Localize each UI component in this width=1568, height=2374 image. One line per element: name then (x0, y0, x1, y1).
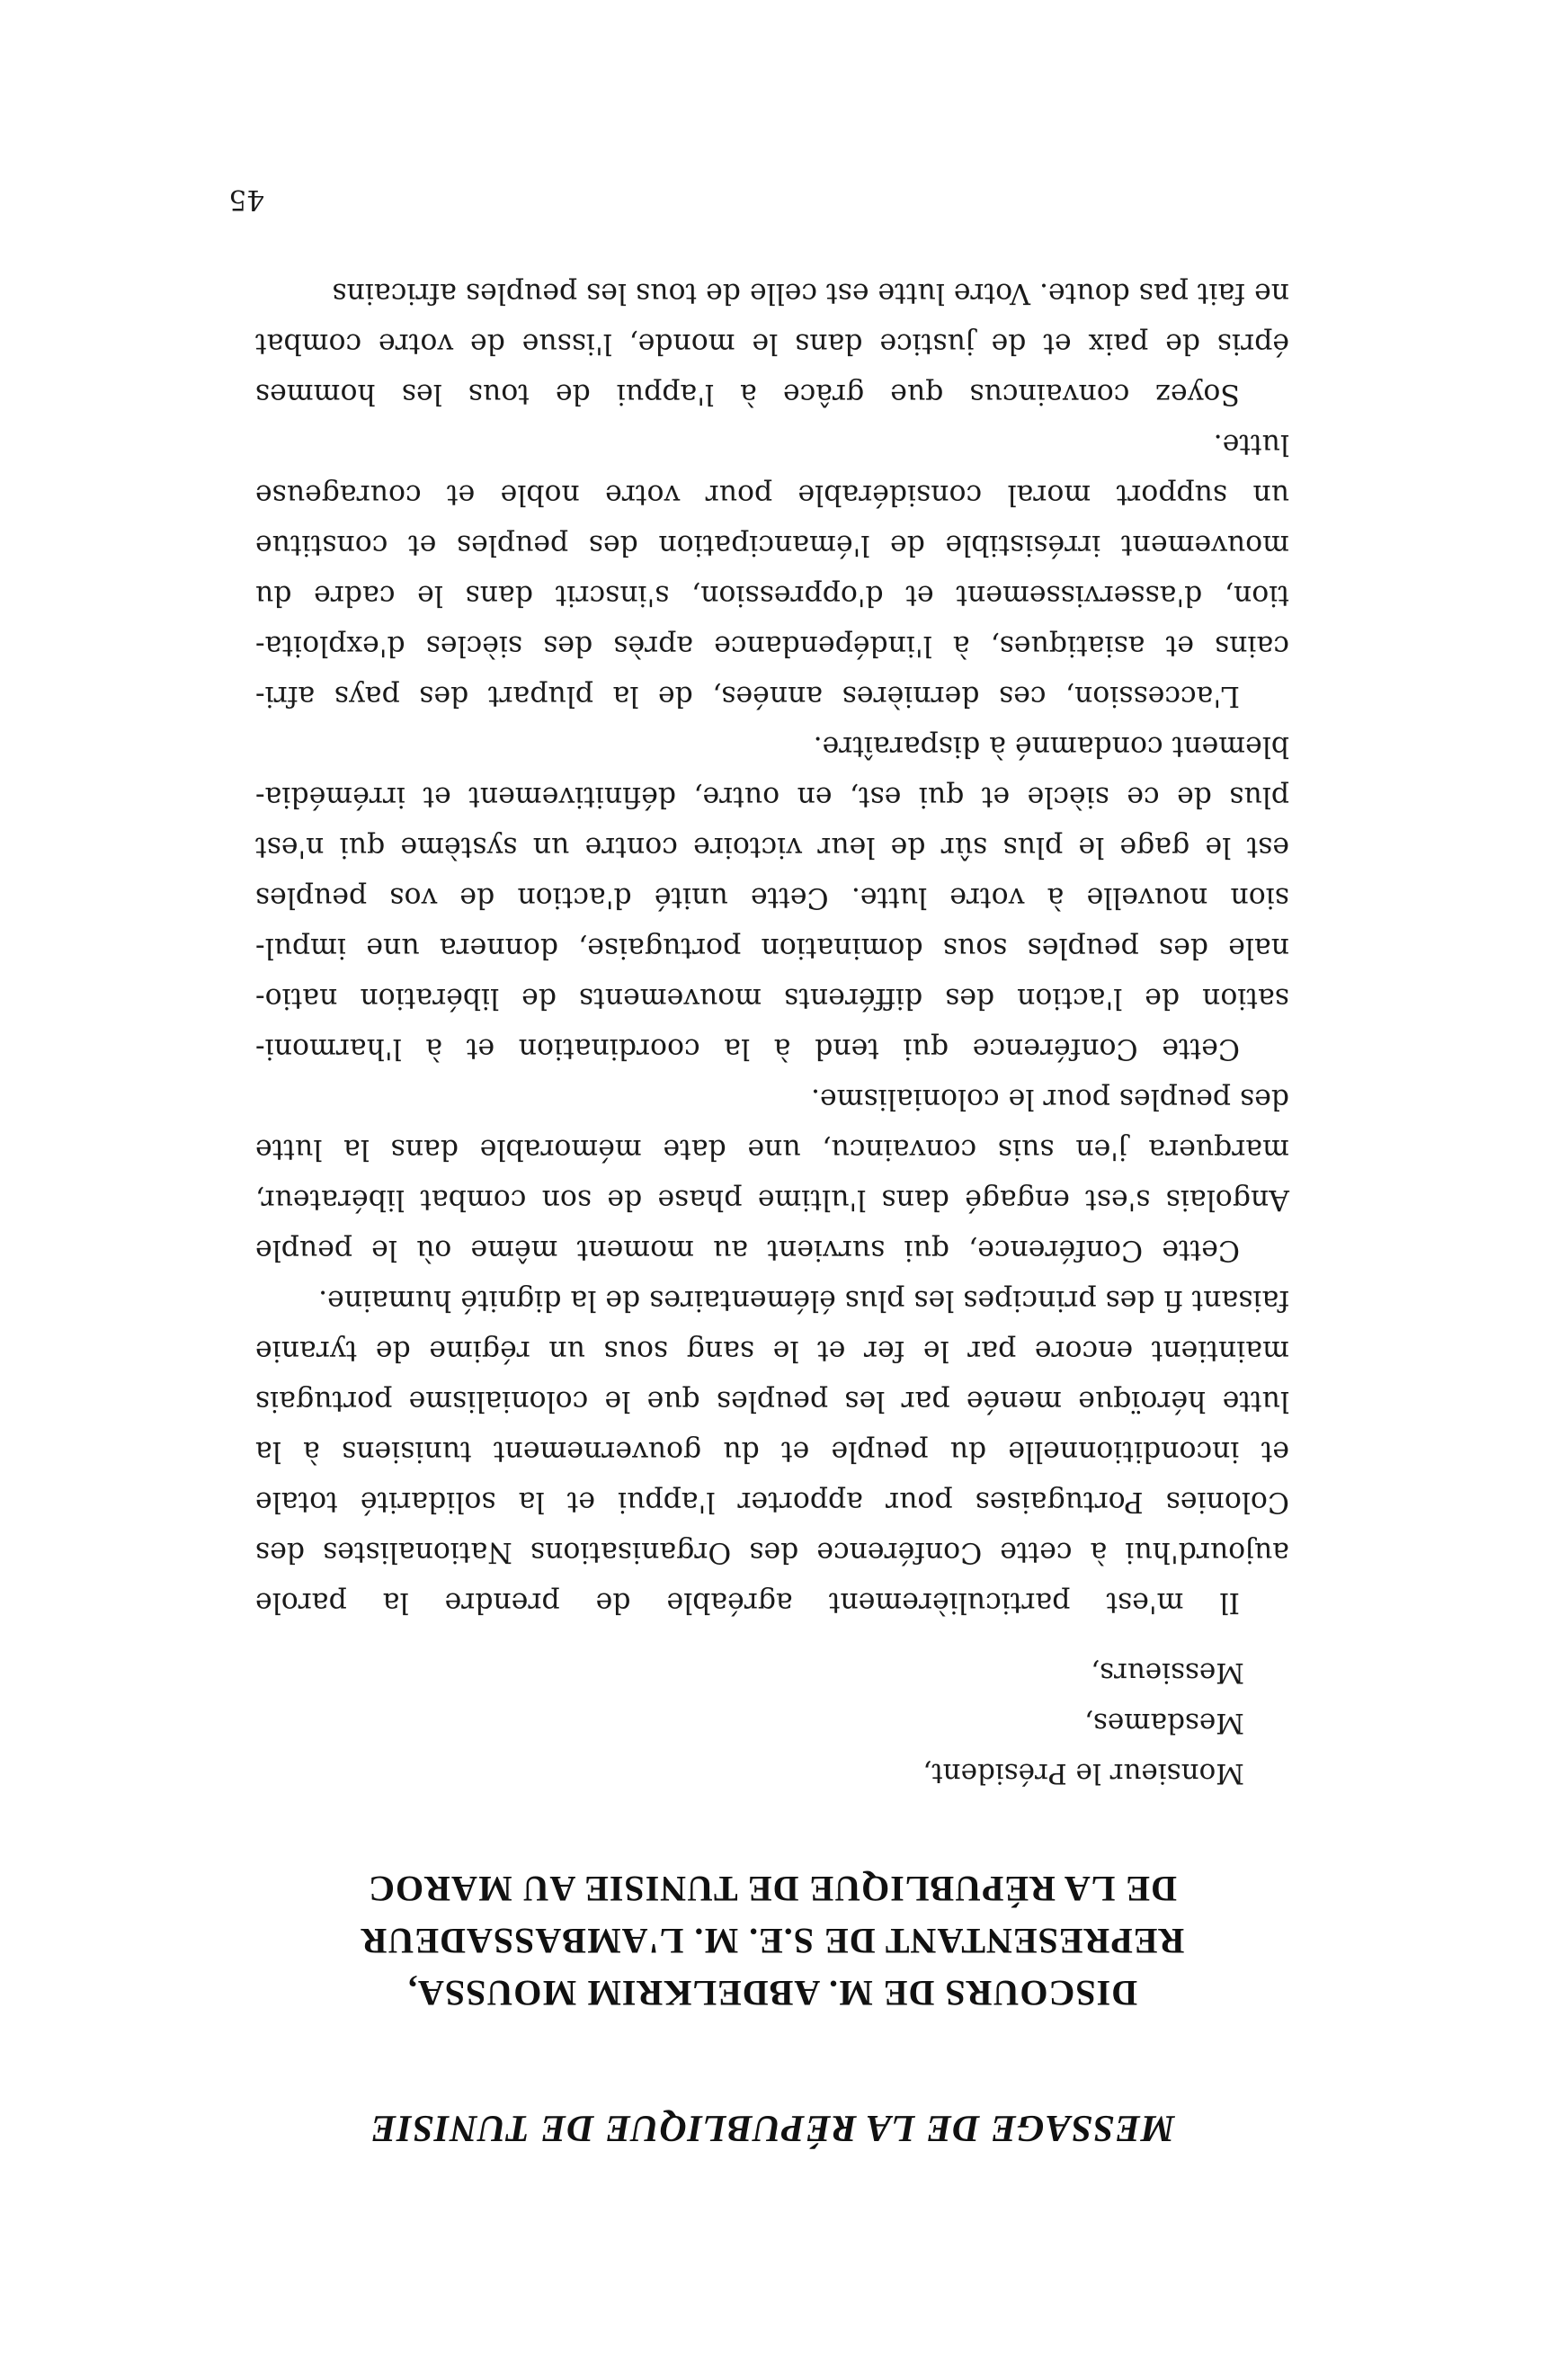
paragraph-line: Cette Conférence qui tend à la coordination et à l'harmoni- (255, 1032, 1240, 1065)
paragraph-line: sion nouvelle à votre lutte. Cette unité d'action de vos peuples (255, 881, 1289, 914)
paragraph-line: Soyez convaincus que grâce à l'appui de tous les hommes (255, 378, 1240, 410)
paragraph-line: est le gage le plus sûr de leur victoire contre un système qui n'est (255, 831, 1289, 863)
paragraph-line: un support moral considérable pour votre noble et courageuse (255, 478, 1289, 511)
paragraph-line: plus de ce siècle et qui est, en outre, définitivement et irrémédia- (255, 781, 1289, 813)
paragraph-line: lutte héroïque menée par les peuples que le colonialisme portugais (255, 1385, 1289, 1417)
paragraph-line: nale des peuples sous domination portugaise, donnera une impul- (255, 932, 1289, 964)
paragraph-line: mouvement irrésistible de l'émancipation des peuples et constitue (255, 529, 1289, 561)
paragraph-line: Cette Conférence, qui survient au moment même où le peuple (255, 1234, 1240, 1266)
paragraph-line: Colonies Portugaises pour apporter l'appui et la solidarité totale (255, 1486, 1289, 1518)
paragraph-line: sation de l'action des différents mouvements de libération natio- (255, 982, 1289, 1014)
speech-body (255, 268, 1289, 1628)
paragraph-line: des peuples pour le colonialisme. (811, 1083, 1289, 1115)
paragraph-line: marquera j'en suis convaincu, une date mémorable dans la lutte (255, 1133, 1289, 1165)
paragraph-line: et inconditionnelle du peuple et du gouvernement tunisiens à la (255, 1435, 1289, 1468)
salutation-line: Messieurs, (1091, 1656, 1244, 1689)
paragraph-line: maintient encore par le fer et le sang sous un régime de tyranie (255, 1334, 1289, 1367)
salutation-line: Monsieur le Président, (922, 1757, 1244, 1789)
salutation-line: Mesdames, (1084, 1707, 1244, 1739)
paragraph-line: Il m'est particulièrement agréable de prendre la parole (255, 1586, 1240, 1619)
paragraph-line: aujourd'hui à cette Conférence des Organisations Nationalistes des (255, 1536, 1289, 1568)
speech-heading-line: REPRESENTANT DE S.E. M. L'AMBASSADEUR (360, 1921, 1185, 1961)
paragraph-line: blement condamné à disparaître. (813, 730, 1289, 763)
paragraph-line: tion, d'asservissement et d'oppression, s'inscrit dans le cadre du (255, 579, 1289, 611)
document-title: MESSAGE DE LA RÉPUBLIQUE DE TUNISIE (370, 2107, 1175, 2148)
speech-heading-line: DISCOURS DE M. ABDELKRIM MOUSSA, (406, 1973, 1138, 2013)
salutations (922, 1647, 1244, 1798)
paragraph-line: lutte. (1213, 428, 1289, 460)
paragraph-line: L'accession, ces dernières années, de la plupart des pays afri- (255, 680, 1240, 712)
page-number: 45 (228, 183, 264, 216)
paragraph-line: Angolais s'est engagé dans l'ultime phase de son combat libérateur, (255, 1183, 1289, 1216)
paragraph-line: faisant fi des principes les plus élémentaires de la dignité humaine. (318, 1284, 1289, 1316)
speech-heading (255, 1862, 1289, 2019)
speech-heading-line: DE LA RÉPUBLIQUE DE TUNISIE AU MAROC (368, 1869, 1177, 1909)
paragraph-line: ne fait pas doute. Votre lutte est celle de tous les peuples africains (332, 277, 1289, 309)
paragraph-line: épris de paix et de justice dans le monde, l'issue de votre combat (255, 327, 1289, 360)
paragraph-line: cains et asiatiques, à l'indépendance après des siècles d'exploita- (255, 629, 1289, 662)
